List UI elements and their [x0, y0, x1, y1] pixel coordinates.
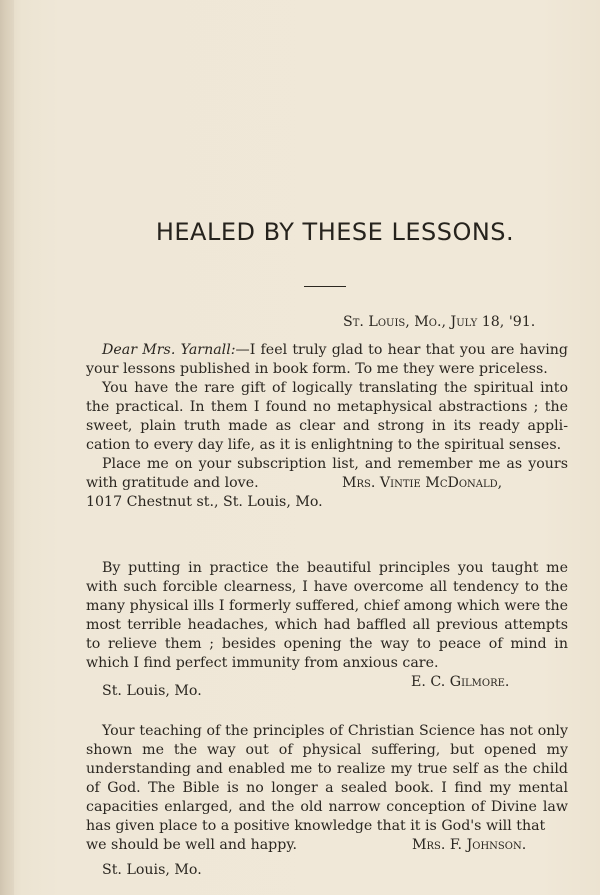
- testimonial-1-address: [86, 493, 568, 512]
- testimonial-1-dateline: St. Louis, Mo., July 18, '91.: [343, 314, 536, 330]
- testimonial-1-salutation: Dear Mrs. Yarnall:: [102, 342, 236, 358]
- testimonial-1-signature: Mrs. Vintie McDonald,: [342, 475, 503, 491]
- testimonial-1-address-text: 1017 Chestnut st., St. Louis, Mo.: [86, 494, 323, 510]
- testimonial-2-paragraph: By putting in practice the beautiful principles you taught me with such forcible clearness, I have overcome all tendency to the many physical ills I formerly suffered, chief among which were the most terrible headaches, which had baffled all previous attempts to relieve them ; besides opening the way to peace of mind in which I find perfect immunity from anxious care.: [86, 560, 568, 671]
- testimonial-3-paragraph: Your teaching of the principles of Christian Science has not only shown me the way out of physical suffering, but opened my understanding and enabled me to realize my true self as the child of God. The Bible is no longer a sealed book. I find my mental capacities enlarged, and the old narrow conception of Divine law has given place to a positive knowledge that it is God's will that: [86, 723, 568, 834]
- testimonial-3-closing: we should be well and happy.: [86, 837, 297, 853]
- testimonial-1-paragraph-1-text: —I feel truly glad to hear that you are having your lessons published in book form. To me they were priceless.: [86, 342, 568, 377]
- testimonial-2: [86, 559, 568, 673]
- testimonial-1: [86, 341, 568, 512]
- testimonial-3-place: St. Louis, Mo.: [102, 862, 202, 878]
- testimonial-2-signature: E. C. Gilmore.: [411, 674, 510, 690]
- testimonial-3-signature: Mrs. F. Johnson.: [412, 837, 527, 853]
- testimonial-1-paragraph-2: You have the rare gift of logically translating the spiritual into the practical. In them I found no metaphysical abstractions ; the sweet, plain truth made as clear and strong in its ready appli- cation to every day life, as it is enlightning to the spiritual senses.: [86, 380, 568, 453]
- testimonial-3-signature-line: [86, 836, 568, 855]
- testimonial-1-closing: with gratitude and love.: [86, 475, 259, 491]
- testimonial-1-paragraph-3: Place me on your subscription list, and remember me as yours: [102, 456, 568, 472]
- title-divider: [304, 286, 346, 287]
- testimonial-3: [86, 722, 568, 855]
- page-title: HEALED BY THESE LESSONS.: [155, 218, 515, 246]
- testimonial-2-place: St. Louis, Mo.: [102, 683, 202, 699]
- testimonial-1-signature-line: [86, 474, 568, 493]
- testimonial-1-paragraph-1: [86, 341, 568, 379]
